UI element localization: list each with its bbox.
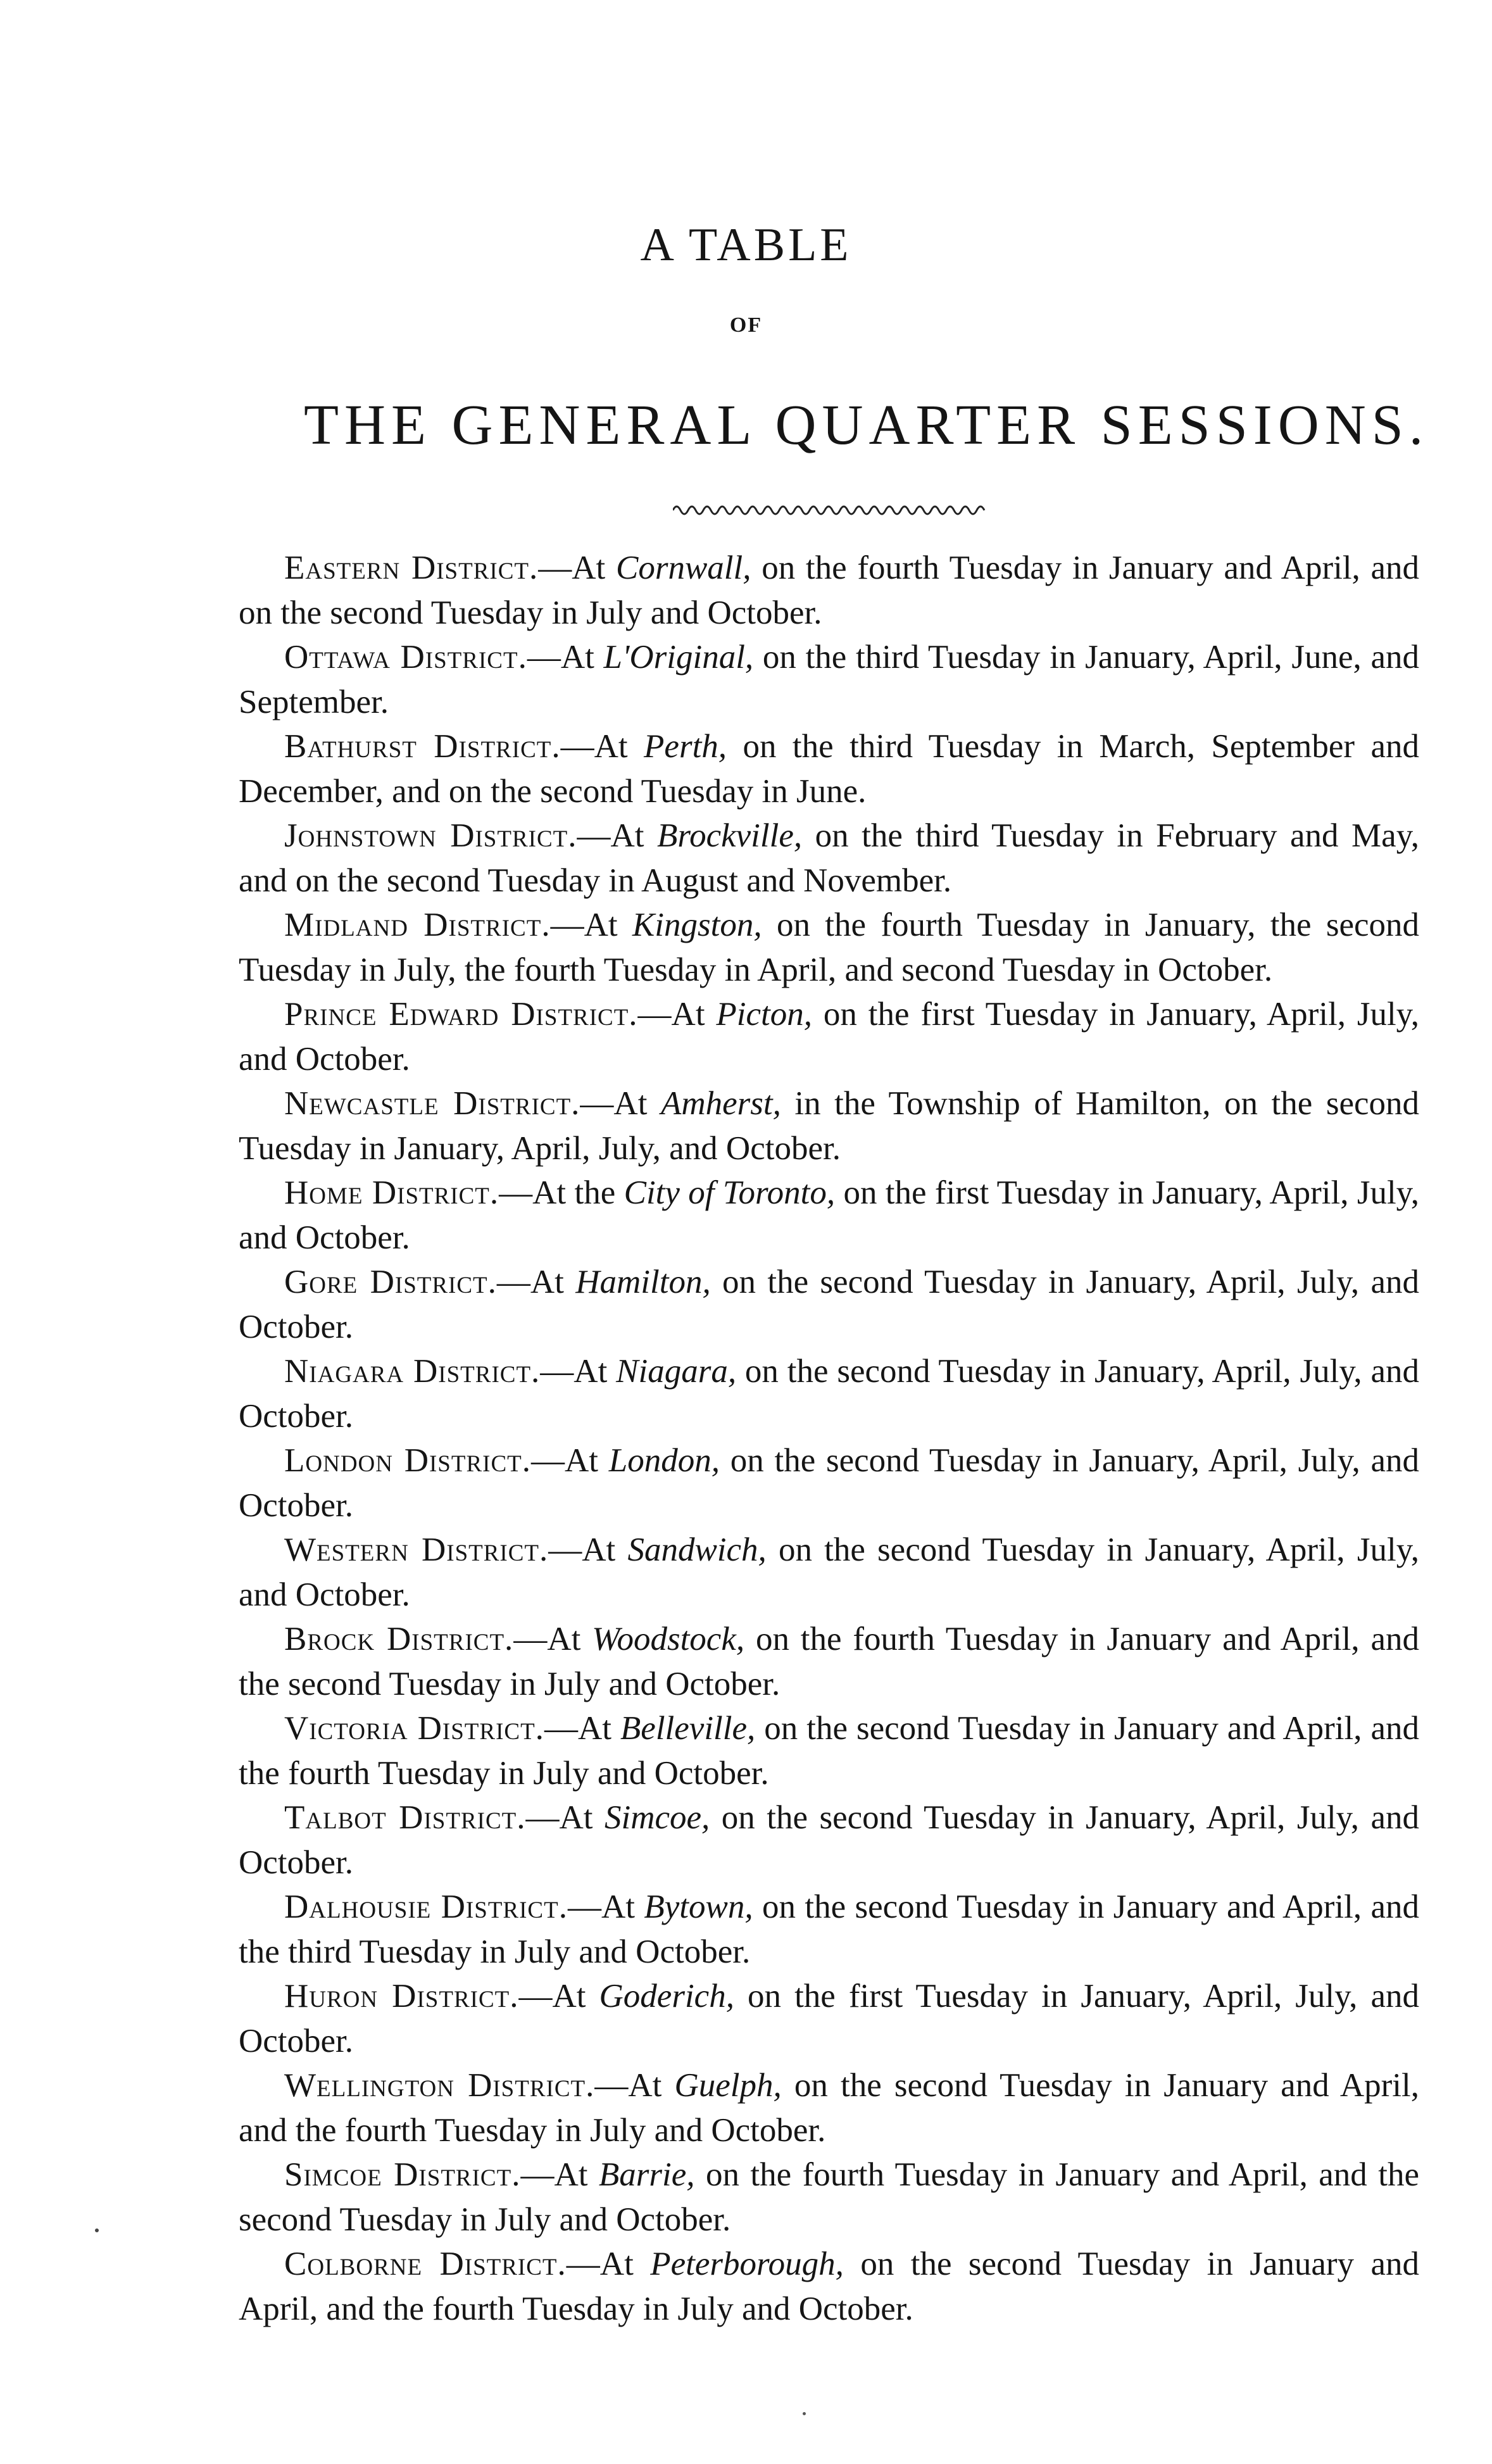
district-name: Western District. [284, 1531, 549, 1568]
entry-lead: —At [531, 1442, 609, 1479]
district-town: City of Toronto, [624, 1174, 836, 1211]
entry-schedule: on the second Tuesday in January and April, and the fourth Tuesday in July and October. [239, 2246, 1419, 2327]
session-entry-simcoe [239, 2153, 1419, 2242]
session-entry-eastern [239, 546, 1419, 635]
entry-schedule: on the second Tuesday in January, April, July, and October. [239, 1353, 1419, 1435]
page-heading-subtitle: THE GENERAL QUARTER SESSIONS. [304, 394, 1429, 456]
entry-schedule: on the third Tuesday in March, September and December, and on the second Tuesday in June. [239, 728, 1420, 810]
district-name: Colborne District. [284, 2246, 567, 2282]
entry-schedule: on the fourth Tuesday in January and April, and the second Tuesday in July and October. [239, 1621, 1420, 1702]
entry-lead: —At [577, 817, 658, 854]
sessions-list [239, 546, 1419, 2331]
entry-lead: —At [580, 1085, 661, 1122]
session-entry-wellington [239, 2063, 1419, 2153]
district-name: Midland District. [284, 907, 551, 943]
entry-lead: —At [548, 1531, 628, 1568]
entry-lead: —At [637, 996, 717, 1033]
session-entry-brock [239, 1617, 1419, 1706]
session-entry-talbot [239, 1795, 1419, 1885]
page-heading-title: A TABLE [640, 219, 852, 271]
district-name: Johnstown District. [284, 817, 577, 854]
entry-schedule: on the second Tuesday in January, April, July, and October. [239, 1531, 1420, 1613]
session-entry-niagara [239, 1349, 1419, 1438]
wavy-rule-ornament [673, 501, 989, 518]
entry-schedule: on the first Tuesday in January, April, July, and October. [239, 1174, 1419, 1256]
district-town: Hamilton, [575, 1264, 711, 1300]
district-name: Wellington District. [284, 2067, 595, 2104]
district-town: Belleville, [620, 1710, 756, 1747]
district-name: London District. [284, 1442, 532, 1479]
district-name: Bathurst District. [284, 728, 561, 765]
entry-schedule: on the fourth Tuesday in January and April, and the second Tuesday in July and October. [239, 2156, 1420, 2238]
entry-schedule: on the fourth Tuesday in January, the second Tuesday in July, the fourth Tuesday in April, and second Tuesday in October. [239, 907, 1420, 988]
entry-schedule: on the second Tuesday in January and April, and the third Tuesday in July and October. [239, 1889, 1420, 1970]
district-name: Brock District. [284, 1621, 514, 1657]
ink-speck-mark [95, 2228, 99, 2232]
entry-lead: —At [496, 1264, 576, 1300]
entry-schedule: on the first Tuesday in January, April, July, and October. [239, 1978, 1420, 2059]
session-entry-home [239, 1171, 1419, 1260]
district-name: Ottawa District. [284, 639, 527, 676]
district-town: Simcoe, [604, 1799, 710, 1836]
entry-schedule: on the second Tuesday in January, April, July, and October. [239, 1799, 1419, 1881]
district-town: Sandwich, [627, 1531, 767, 1568]
entry-lead: —At [527, 639, 604, 676]
district-name: Huron District. [284, 1978, 519, 2015]
entry-lead: —At [540, 1353, 617, 1390]
district-town: Niagara, [616, 1353, 737, 1390]
district-name: Talbot District. [284, 1799, 526, 1836]
session-entry-london [239, 1438, 1419, 1528]
session-entry-victoria [239, 1706, 1419, 1795]
entry-schedule: on the fourth Tuesday in January and April, and on the second Tuesday in July and October. [239, 550, 1420, 631]
entry-lead: —At [550, 907, 632, 943]
session-entry-prince-edward [239, 992, 1419, 1081]
district-name: Dalhousie District. [284, 1889, 568, 1925]
entry-lead: —At [518, 1978, 599, 2015]
session-entry-johnstown [239, 814, 1419, 903]
district-town: L'Original, [603, 639, 754, 676]
entry-lead: —At [566, 2246, 651, 2282]
entry-schedule: in the Township of Hamilton, on the second Tuesday in January, April, July, and October. [239, 1085, 1419, 1167]
session-entry-western [239, 1528, 1419, 1617]
district-town: Bytown, [644, 1889, 753, 1925]
district-town: Brockville, [657, 817, 803, 854]
session-entry-newcastle [239, 1081, 1419, 1171]
district-town: Perth, [644, 728, 727, 765]
entry-schedule: on the second Tuesday in January and April, and the fourth Tuesday in July and October. [239, 1710, 1420, 1792]
page-heading-connector: OF [729, 313, 763, 337]
entry-schedule: on the first Tuesday in January, April, July, and October. [239, 996, 1419, 1078]
district-town: Cornwall, [615, 550, 751, 586]
district-name: Victoria District. [284, 1710, 544, 1747]
entry-lead: —At [520, 2156, 599, 2193]
district-name: Eastern District. [284, 550, 539, 586]
district-town: London, [608, 1442, 720, 1479]
district-name: Simcoe District. [284, 2156, 521, 2193]
entry-schedule: on the second Tuesday in January, April, July, and October. [239, 1442, 1420, 1524]
entry-lead: —At [544, 1710, 620, 1747]
session-entry-midland [239, 903, 1419, 992]
district-town: Barrie, [598, 2156, 695, 2193]
ink-speck-mark [803, 2412, 806, 2415]
session-entry-dalhousie [239, 1885, 1419, 1974]
session-entry-huron [239, 1974, 1419, 2063]
entry-schedule: on the third Tuesday in January, April, June, and September. [239, 639, 1420, 720]
district-name: Gore District. [284, 1264, 497, 1300]
district-name: Newcastle District. [284, 1085, 580, 1122]
entry-schedule: on the third Tuesday in February and May, and on the second Tuesday in August and November. [239, 817, 1420, 899]
entry-lead: —At [538, 550, 616, 586]
district-town: Kingston, [632, 907, 762, 943]
district-name: Home District. [284, 1174, 499, 1211]
district-town: Guelph, [674, 2067, 782, 2104]
district-town: Amherst, [660, 1085, 781, 1122]
session-entry-colborne [239, 2242, 1419, 2331]
entry-lead: —At [594, 2067, 675, 2104]
district-town: Goderich, [599, 1978, 734, 2015]
entry-schedule: on the second Tuesday in January, April, July, and October. [239, 1264, 1419, 1345]
district-town: Woodstock, [592, 1621, 745, 1657]
entry-lead: —At [560, 728, 644, 765]
session-entry-gore [239, 1260, 1419, 1349]
district-town: Peterborough, [650, 2246, 844, 2282]
session-entry-bathurst [239, 724, 1419, 814]
district-town: Picton, [716, 996, 813, 1033]
entry-schedule: on the second Tuesday in January and April, and the fourth Tuesday in July and October. [239, 2067, 1419, 2149]
district-name: Prince Edward District. [284, 996, 638, 1033]
entry-lead: —At the [499, 1174, 624, 1211]
entry-lead: —At [525, 1799, 605, 1836]
entry-lead: —At [567, 1889, 644, 1925]
district-name: Niagara District. [284, 1353, 541, 1390]
session-entry-ottawa [239, 635, 1419, 724]
entry-lead: —At [513, 1621, 592, 1657]
